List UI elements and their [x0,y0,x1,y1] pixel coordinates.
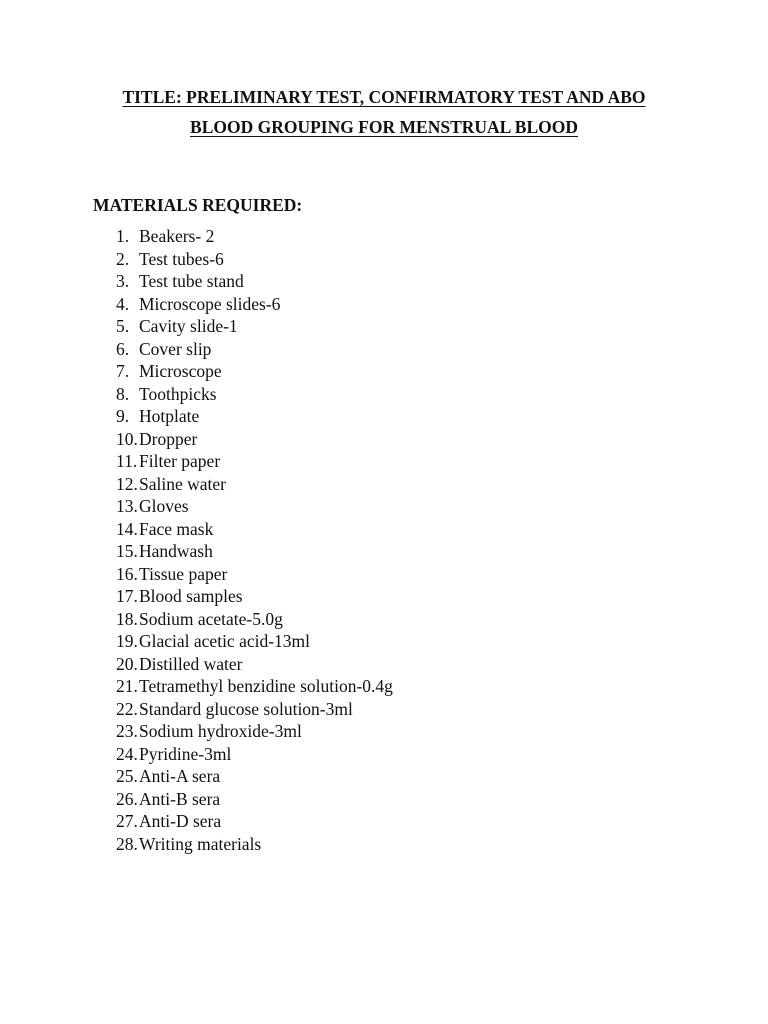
list-item-text: Handwash [139,541,213,561]
list-item-number: 6. [116,338,130,359]
list-item-number: 16. [116,563,138,584]
list-item-text: Dropper [139,428,198,449]
list-item-text: Saline water [139,473,226,494]
list-item-text: Sodium acetate-5.0g [139,608,283,629]
list-item-text: Gloves [139,496,189,516]
list-item-number: 24. [116,743,138,764]
list-item-number: 21. [116,676,138,696]
list-item-text: Face mask [139,518,214,539]
list-item-text: Sodium hydroxide-3ml [139,721,302,741]
list-item-text: Test tube stand [139,271,244,291]
list-item-text: Tissue paper [139,563,228,584]
list-item-number: 20. [116,653,138,674]
list-item-number: 13. [116,496,138,516]
list-item-number: 12. [116,473,138,494]
list-item-number: 26. [116,788,138,809]
list-item-text: Cover slip [139,338,212,359]
list-item-text: Anti-A sera [139,766,221,786]
list-item-number: 7. [116,361,130,381]
list-item-text: Writing materials [139,833,262,854]
list-item-number: 2. [116,248,130,269]
list-item-number: 11. [116,451,138,471]
list-item-text: Standard glucose solution-3ml [139,698,353,719]
list-item-number: 27. [116,811,138,831]
materials-heading: MATERIALS REQUIRED: [93,195,303,215]
list-item-number: 23. [116,721,138,741]
list-item-number: 28. [116,833,138,854]
list-item-text: Beakers- 2 [139,226,215,246]
list-item-text: Anti-D sera [139,811,222,831]
list-item-number: 9. [116,406,130,426]
list-item-text: Cavity slide-1 [139,316,238,336]
list-item-number: 17. [116,586,138,606]
document-title-line-2: BLOOD GROUPING FOR MENSTRUAL BLOOD [190,117,578,137]
document-title-line-1: TITLE: PRELIMINARY TEST, CONFIRMATORY TEST AND ABO [122,87,646,107]
list-item-number: 8. [116,383,130,404]
list-item-number: 19. [116,631,138,651]
list-item-text: Microscope [139,361,222,381]
list-item-text: Microscope slides-6 [139,293,281,314]
list-item-text: Hotplate [139,406,200,426]
list-item-number: 4. [116,293,130,314]
list-item-number: 1. [116,226,130,246]
list-item-number: 25. [116,766,138,786]
list-item-text: Distilled water [139,653,243,674]
list-item-number: 22. [116,698,138,719]
list-item-text: Pyridine-3ml [139,743,232,764]
list-item-number: 3. [116,271,130,291]
list-item-number: 15. [116,541,138,561]
list-item-text: Glacial acetic acid-13ml [139,631,311,651]
list-item-text: Tetramethyl benzidine solution-0.4g [139,676,393,696]
list-item-text: Anti-B sera [139,788,221,809]
list-item-text: Test tubes-6 [139,248,224,269]
list-item-text: Blood samples [139,586,243,606]
list-item-text: Filter paper [139,451,221,471]
list-item-number: 18. [116,608,138,629]
list-item-number: 5. [116,316,130,336]
list-item-number: 10. [116,428,138,449]
list-item-number: 14. [116,518,138,539]
list-item-text: Toothpicks [139,383,217,404]
